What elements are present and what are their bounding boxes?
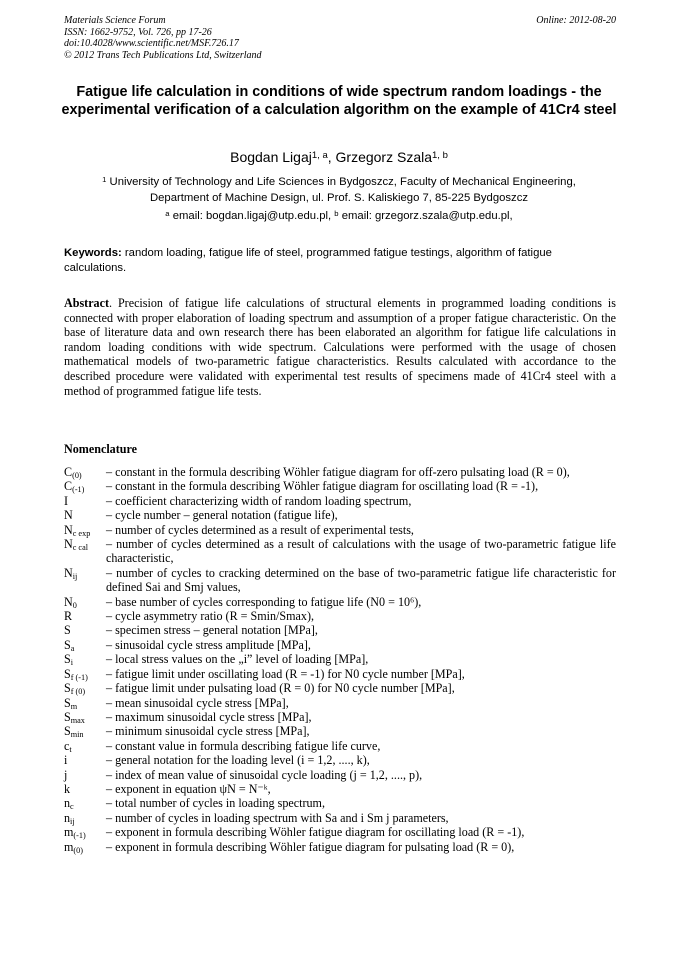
nomenclature-symbol	[64, 566, 106, 595]
affiliation-line-1: University of Technology and Life Sciences in Bydgoszcz, Faculty of Mechanical Engineering,	[109, 176, 576, 188]
symbol-base: N	[64, 594, 73, 609]
nomenclature-symbol	[64, 825, 106, 839]
nomenclature-definition: – minimum sinusoidal cycle stress [MPa],	[106, 724, 310, 739]
email-b: email: grzegorz.szala@utp.edu.pl,	[341, 210, 513, 222]
nomenclature-definition: – number of cycles determined as a result of experimental tests,	[106, 522, 414, 537]
affiliation-line-2: Department of Machine Design, ul. Prof. S. Kaliskiego 7, 85-225 Bydgoszcz	[149, 192, 528, 204]
symbol-subscript: c	[70, 802, 74, 812]
nomenclature-symbol	[64, 479, 106, 493]
nomenclature-row	[64, 724, 616, 738]
author-separator: ,	[327, 149, 336, 165]
nomenclature-symbol	[64, 508, 106, 522]
nomenclature-definition: – general notation for the loading level (i = 1,2, ...., k),	[106, 753, 370, 768]
nomenclature-definition: – exponent in equation ψN = N⁻ᵏ,	[106, 781, 271, 796]
nomenclature-symbol	[64, 796, 106, 810]
symbol-subscript: (0)	[72, 471, 82, 481]
paper-title: Fatigue life calculation in conditions of wide spectrum random loadings - the experimental verification of a calculation algorithm on the example of 41Cr4 steel	[61, 84, 617, 118]
keywords	[64, 246, 616, 275]
online-date: Online: 2012-08-20	[536, 15, 616, 26]
copyright-line: © 2012 Trans Tech Publications Ltd, Switzerland	[64, 49, 262, 61]
nomenclature-definition: – index of mean value of sinusoidal cycle loading (j = 1,2, ...., p),	[106, 767, 423, 782]
email-b-sup: b	[334, 208, 339, 218]
nomenclature-row	[64, 566, 616, 595]
nomenclature-symbol	[64, 724, 106, 738]
nomenclature-definition: – specimen stress – general notation [MPa],	[106, 623, 318, 638]
nomenclature-symbol	[64, 494, 106, 508]
nomenclature-definition: – constant in the formula describing Wöhler fatigue diagram for oscillating load (R = -1),	[106, 479, 539, 494]
journal-name: Materials Science Forum	[64, 15, 166, 26]
issn-line: ISSN: 1662-9752, Vol. 726, pp 17-26	[64, 26, 212, 38]
nomenclature-symbol	[64, 523, 106, 537]
symbol-base: j	[64, 767, 68, 782]
symbol-base: m	[64, 839, 74, 854]
symbol-base: R	[64, 609, 73, 624]
symbol-subscript: m	[70, 701, 78, 711]
nomenclature-definition: – total number of cycles in loading spectrum,	[106, 796, 325, 811]
keywords-text: random loading, fatigue life of steel, programmed fatigue testings, algorithm of fatigue calculations.	[64, 247, 552, 274]
nomenclature-row	[64, 753, 616, 767]
symbol-base: S	[64, 666, 71, 681]
symbol-base: S	[64, 681, 71, 696]
nomenclature-definition: – cycle number – general notation (fatigue life),	[106, 508, 338, 523]
keywords-label: Keywords:	[64, 247, 122, 259]
nomenclature-row	[64, 623, 616, 637]
nomenclature-definition: – constant value in formula describing fatigue life curve,	[106, 738, 381, 753]
nomenclature-symbol	[64, 739, 106, 753]
journal-header	[64, 15, 616, 61]
author-line	[60, 148, 618, 166]
nomenclature-symbol	[64, 681, 106, 695]
nomenclature-row	[64, 479, 616, 493]
nomenclature-row	[64, 638, 616, 652]
symbol-subscript: (0)	[73, 845, 84, 855]
symbol-base: C	[64, 479, 73, 494]
nomenclature-symbol	[64, 623, 106, 637]
nomenclature-symbol	[64, 609, 106, 623]
symbol-base: m	[64, 825, 74, 840]
email-a: email: bogdan.ligaj@utp.edu.pl,	[172, 210, 335, 222]
symbol-base: C	[64, 465, 73, 479]
nomenclature-row	[64, 782, 616, 796]
nomenclature-definition: – exponent in formula describing Wöhler fatigue diagram for oscillating load (R = -1),	[106, 825, 525, 840]
symbol-base: i	[64, 753, 68, 768]
symbol-base: S	[64, 652, 71, 667]
nomenclature-definition: – number of cycles determined as a result of calculations with the usage of two-parametric fatigue life characteristic,	[106, 537, 616, 566]
symbol-base: n	[64, 796, 71, 811]
nomenclature-symbol	[64, 710, 106, 724]
nomenclature-definition: – base number of cycles corresponding to fatigue life (N0 = 10⁶),	[106, 594, 422, 609]
abstract-text: . Precision of fatigue life calculations of structural elements in programmed loading conditions is connected with proper elaboration of loading spectrum and assumption of a proper fatigue characteristic. On the base of literature data and own research there has been elaborated an algorithm for fatigue life calculations in random loading conditions with wide spectrum. Calculations were performed with the usage of chosen mathematical models of two-parametric fatigue characteristics. Results calculated with accordance to the described procedure were validated with experimental test results of specimens made of 41Cr4 steel with a method of programmed fatigue life tests.	[64, 296, 616, 398]
symbol-base: N	[64, 537, 73, 552]
author-2-name: Grzegorz Szala	[335, 149, 432, 165]
symbol-subscript: f (-1)	[70, 672, 88, 682]
symbol-subscript: (-1)	[73, 831, 86, 841]
nomenclature-symbol	[64, 840, 106, 854]
nomenclature-definition: – fatigue limit under pulsating load (R = 0) for N0 cycle number [MPa],	[106, 681, 455, 696]
nomenclature-row	[64, 739, 616, 753]
nomenclature-row	[64, 840, 616, 854]
nomenclature-row	[64, 796, 616, 810]
symbol-base: N	[64, 508, 73, 523]
nomenclature-row	[64, 681, 616, 695]
nomenclature-symbol	[64, 667, 106, 681]
nomenclature-row	[64, 696, 616, 710]
nomenclature-list	[64, 465, 616, 854]
symbol-base: S	[64, 623, 71, 638]
nomenclature-row	[64, 494, 616, 508]
nomenclature-symbol	[64, 652, 106, 666]
symbol-subscript: ij	[70, 816, 75, 826]
symbol-subscript: c exp	[72, 528, 91, 538]
nomenclature-definition: – maximum sinusoidal cycle stress [MPa],	[106, 709, 312, 724]
nomenclature-row	[64, 811, 616, 825]
affiliation-sup: 1	[102, 174, 107, 184]
nomenclature-row	[64, 537, 616, 566]
symbol-base: N	[64, 565, 73, 580]
doi-line: doi:10.4028/www.scientific.net/MSF.726.17	[64, 38, 239, 49]
nomenclature-definition: – number of cycles in loading spectrum with Sa and i Sm j parameters,	[106, 810, 449, 825]
nomenclature-symbol	[64, 638, 106, 652]
nomenclature-symbol	[64, 537, 106, 566]
author-2-sup: 1, b	[432, 149, 448, 161]
nomenclature-row	[64, 508, 616, 522]
symbol-base: I	[64, 493, 69, 508]
nomenclature-definition: – local stress values on the „i” level of loading [MPa],	[106, 652, 369, 667]
nomenclature-row	[64, 768, 616, 782]
symbol-subscript: min	[70, 730, 84, 740]
symbol-subscript: i	[70, 658, 74, 668]
nomenclature-symbol	[64, 782, 106, 796]
nomenclature-definition: – sinusoidal cycle stress amplitude [MPa],	[106, 637, 311, 652]
symbol-subscript: t	[69, 744, 72, 754]
abstract	[64, 296, 616, 398]
abstract-label: Abstract	[64, 296, 110, 310]
nomenclature-row	[64, 609, 616, 623]
author-1-name: Bogdan Ligaj	[230, 149, 312, 165]
nomenclature-heading: Nomenclature	[64, 442, 137, 456]
email-a-sup: a	[165, 208, 170, 218]
nomenclature-definition: – mean sinusoidal cycle stress [MPa],	[106, 695, 289, 710]
nomenclature-definition: – exponent in formula describing Wöhler fatigue diagram for pulsating load (R = 0),	[106, 839, 515, 854]
nomenclature-row	[64, 825, 616, 839]
email-line	[60, 209, 618, 224]
nomenclature-definition: – number of cycles to cracking determined on the base of two-parametric fatigue life characteristic for defined Sai and Smj values,	[106, 565, 616, 595]
nomenclature-row	[64, 710, 616, 724]
affiliation	[60, 174, 618, 206]
nomenclature-definition: – fatigue limit under oscillating load (R = -1) for N0 cycle number [MPa],	[106, 666, 465, 681]
nomenclature-definition: – constant in the formula describing Wöhler fatigue diagram for off-zero pulsating load (R = 0),	[106, 465, 570, 479]
nomenclature-symbol	[64, 768, 106, 782]
nomenclature-row	[64, 523, 616, 537]
symbol-base: c	[64, 738, 70, 753]
nomenclature-symbol	[64, 811, 106, 825]
symbol-subscript: c cal	[72, 543, 89, 553]
symbol-base: S	[64, 695, 71, 710]
symbol-subscript: (-1)	[72, 485, 85, 495]
symbol-base: N	[64, 522, 73, 537]
nomenclature-row	[64, 652, 616, 666]
nomenclature-symbol	[64, 465, 106, 479]
nomenclature-symbol	[64, 595, 106, 609]
symbol-subscript: f (0)	[70, 687, 86, 697]
nomenclature-row	[64, 595, 616, 609]
symbol-base: S	[64, 637, 71, 652]
nomenclature-symbol	[64, 753, 106, 767]
symbol-base: k	[64, 781, 71, 796]
symbol-subscript: max	[70, 715, 85, 725]
symbol-base: S	[64, 709, 71, 724]
symbol-base: n	[64, 810, 71, 825]
symbol-subscript: a	[70, 643, 75, 653]
symbol-base: S	[64, 724, 71, 739]
nomenclature-definition: – coefficient characterizing width of random loading spectrum,	[106, 493, 412, 508]
nomenclature-row	[64, 465, 616, 479]
author-1-sup: 1, a	[311, 149, 328, 161]
symbol-subscript: ij	[72, 571, 78, 581]
nomenclature-row	[64, 667, 616, 681]
nomenclature-symbol	[64, 696, 106, 710]
nomenclature-definition: – cycle asymmetry ratio (R = Smin/Smax),	[106, 609, 315, 624]
symbol-subscript: 0	[72, 600, 77, 610]
